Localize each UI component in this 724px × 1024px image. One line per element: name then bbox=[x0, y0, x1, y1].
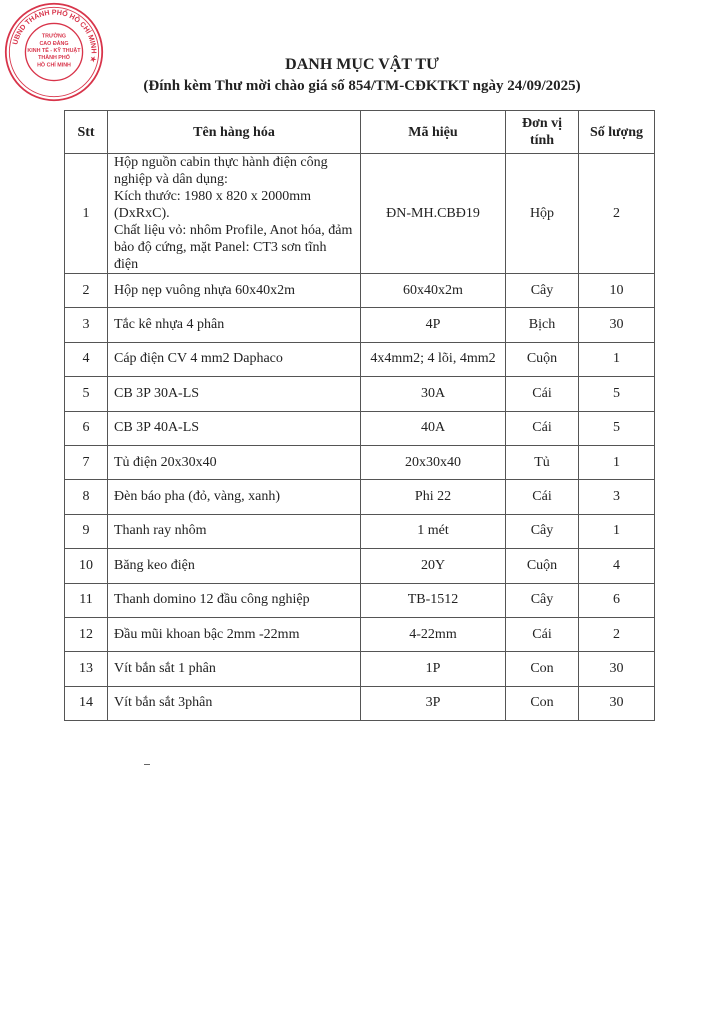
cell-code: 4-22mm bbox=[361, 617, 506, 651]
cell-unit: Cây bbox=[506, 514, 579, 548]
scan-mark bbox=[144, 764, 150, 765]
cell-stt: 12 bbox=[65, 617, 108, 651]
svg-text:THÀNH PHỐ: THÀNH PHỐ bbox=[38, 55, 70, 62]
cell-code: 20x30x40 bbox=[361, 445, 506, 479]
cell-unit: Con bbox=[506, 652, 579, 686]
cell-name: Cáp điện CV 4 mm2 Daphaco bbox=[108, 342, 361, 376]
cell-qty: 30 bbox=[579, 686, 655, 720]
cell-unit: Cái bbox=[506, 617, 579, 651]
cell-unit: Tủ bbox=[506, 445, 579, 479]
cell-stt: 8 bbox=[65, 480, 108, 514]
cell-qty: 6 bbox=[579, 583, 655, 617]
cell-name: Vít bắn sắt 1 phân bbox=[108, 652, 361, 686]
cell-stt: 2 bbox=[65, 274, 108, 308]
table-row bbox=[65, 686, 655, 720]
materials-table bbox=[64, 110, 655, 721]
svg-text:HỒ CHÍ MINH: HỒ CHÍ MINH bbox=[37, 62, 71, 69]
cell-name: CB 3P 30A-LS bbox=[108, 377, 361, 411]
cell-unit: Cái bbox=[506, 480, 579, 514]
cell-stt: 7 bbox=[65, 445, 108, 479]
cell-unit: Bịch bbox=[506, 308, 579, 342]
table-row bbox=[65, 445, 655, 479]
cell-unit: Hộp bbox=[506, 154, 579, 274]
cell-qty: 5 bbox=[579, 411, 655, 445]
header-qty: Số lượng bbox=[579, 111, 655, 154]
table-row bbox=[65, 154, 655, 274]
table-row bbox=[65, 549, 655, 583]
cell-name: Hộp nẹp vuông nhựa 60x40x2m bbox=[108, 274, 361, 308]
cell-stt: 11 bbox=[65, 583, 108, 617]
cell-code: 30A bbox=[361, 377, 506, 411]
cell-qty: 2 bbox=[579, 617, 655, 651]
header-stt: Stt bbox=[65, 111, 108, 154]
cell-qty: 1 bbox=[579, 514, 655, 548]
cell-unit: Cái bbox=[506, 377, 579, 411]
cell-stt: 14 bbox=[65, 686, 108, 720]
cell-unit: Cây bbox=[506, 583, 579, 617]
svg-text:UBND THÀNH PHỐ HỒ CHÍ MINH ★: UBND THÀNH PHỐ HỒ CHÍ MINH ★ bbox=[11, 8, 98, 64]
table-row bbox=[65, 308, 655, 342]
cell-stt: 6 bbox=[65, 411, 108, 445]
official-stamp bbox=[4, 2, 104, 102]
cell-stt: 5 bbox=[65, 377, 108, 411]
table-row bbox=[65, 583, 655, 617]
cell-name: Tủ điện 20x30x40 bbox=[108, 445, 361, 479]
table-row bbox=[65, 411, 655, 445]
table-row bbox=[65, 652, 655, 686]
header-name: Tên hàng hóa bbox=[108, 111, 361, 154]
cell-code: 1 mét bbox=[361, 514, 506, 548]
cell-code: 60x40x2m bbox=[361, 274, 506, 308]
cell-name: Băng keo điện bbox=[108, 549, 361, 583]
cell-name: Đèn báo pha (đỏ, vàng, xanh) bbox=[108, 480, 361, 514]
cell-qty: 2 bbox=[579, 154, 655, 274]
cell-unit: Cây bbox=[506, 274, 579, 308]
cell-code: 40A bbox=[361, 411, 506, 445]
cell-qty: 1 bbox=[579, 342, 655, 376]
cell-stt: 4 bbox=[65, 342, 108, 376]
cell-qty: 5 bbox=[579, 377, 655, 411]
cell-stt: 3 bbox=[65, 308, 108, 342]
cell-stt: 10 bbox=[65, 549, 108, 583]
cell-name: Hộp nguồn cabin thực hành điện công nghiệp và dân dụng: Kích thước: 1980 x 820 x 2000mm (DxRxC). Chất liệu vỏ: nhôm Profile, Anot hóa, đảm bảo độ cứng, mặt Panel: CT3 sơn tĩnh điện bbox=[108, 154, 361, 274]
cell-code: TB-1512 bbox=[361, 583, 506, 617]
cell-code: 3P bbox=[361, 686, 506, 720]
cell-code: 4x4mm2; 4 lõi, 4mm2 bbox=[361, 342, 506, 376]
table-row bbox=[65, 514, 655, 548]
cell-code: ĐN-MH.CBĐ19 bbox=[361, 154, 506, 274]
cell-code: 20Y bbox=[361, 549, 506, 583]
table-row bbox=[65, 274, 655, 308]
cell-unit: Cuộn bbox=[506, 342, 579, 376]
table-row bbox=[65, 377, 655, 411]
cell-name: Thanh ray nhôm bbox=[108, 514, 361, 548]
table-row bbox=[65, 480, 655, 514]
cell-name: Vít bắn sắt 3phân bbox=[108, 686, 361, 720]
cell-stt: 1 bbox=[65, 154, 108, 274]
cell-name: Tắc kê nhựa 4 phân bbox=[108, 308, 361, 342]
header-unit: Đơn vị tính bbox=[506, 111, 579, 154]
svg-text:KINH TẾ - KỸ THUẬT: KINH TẾ - KỸ THUẬT bbox=[27, 48, 81, 54]
document-title: DANH MỤC VẬT TƯ bbox=[285, 56, 439, 73]
cell-qty: 30 bbox=[579, 652, 655, 686]
cell-qty: 3 bbox=[579, 480, 655, 514]
document-subtitle: (Đính kèm Thư mời chào giá số 854/TM-CĐKTKT ngày 24/09/2025) bbox=[143, 78, 581, 94]
cell-qty: 10 bbox=[579, 274, 655, 308]
cell-stt: 13 bbox=[65, 652, 108, 686]
cell-qty: 30 bbox=[579, 308, 655, 342]
svg-text:CAO ĐẲNG: CAO ĐẲNG bbox=[39, 40, 69, 47]
cell-unit: Con bbox=[506, 686, 579, 720]
table-row bbox=[65, 342, 655, 376]
table-row bbox=[65, 617, 655, 651]
header-code: Mã hiệu bbox=[361, 111, 506, 154]
cell-code: 4P bbox=[361, 308, 506, 342]
cell-name: Đầu mũi khoan bậc 2mm -22mm bbox=[108, 617, 361, 651]
cell-unit: Cái bbox=[506, 411, 579, 445]
table-header-row bbox=[65, 111, 655, 154]
cell-name: Thanh domino 12 đầu công nghiệp bbox=[108, 583, 361, 617]
svg-text:TRƯỜNG: TRƯỜNG bbox=[41, 33, 67, 40]
cell-stt: 9 bbox=[65, 514, 108, 548]
cell-name: CB 3P 40A-LS bbox=[108, 411, 361, 445]
cell-unit: Cuộn bbox=[506, 549, 579, 583]
cell-code: Phi 22 bbox=[361, 480, 506, 514]
cell-code: 1P bbox=[361, 652, 506, 686]
cell-qty: 4 bbox=[579, 549, 655, 583]
cell-qty: 1 bbox=[579, 445, 655, 479]
